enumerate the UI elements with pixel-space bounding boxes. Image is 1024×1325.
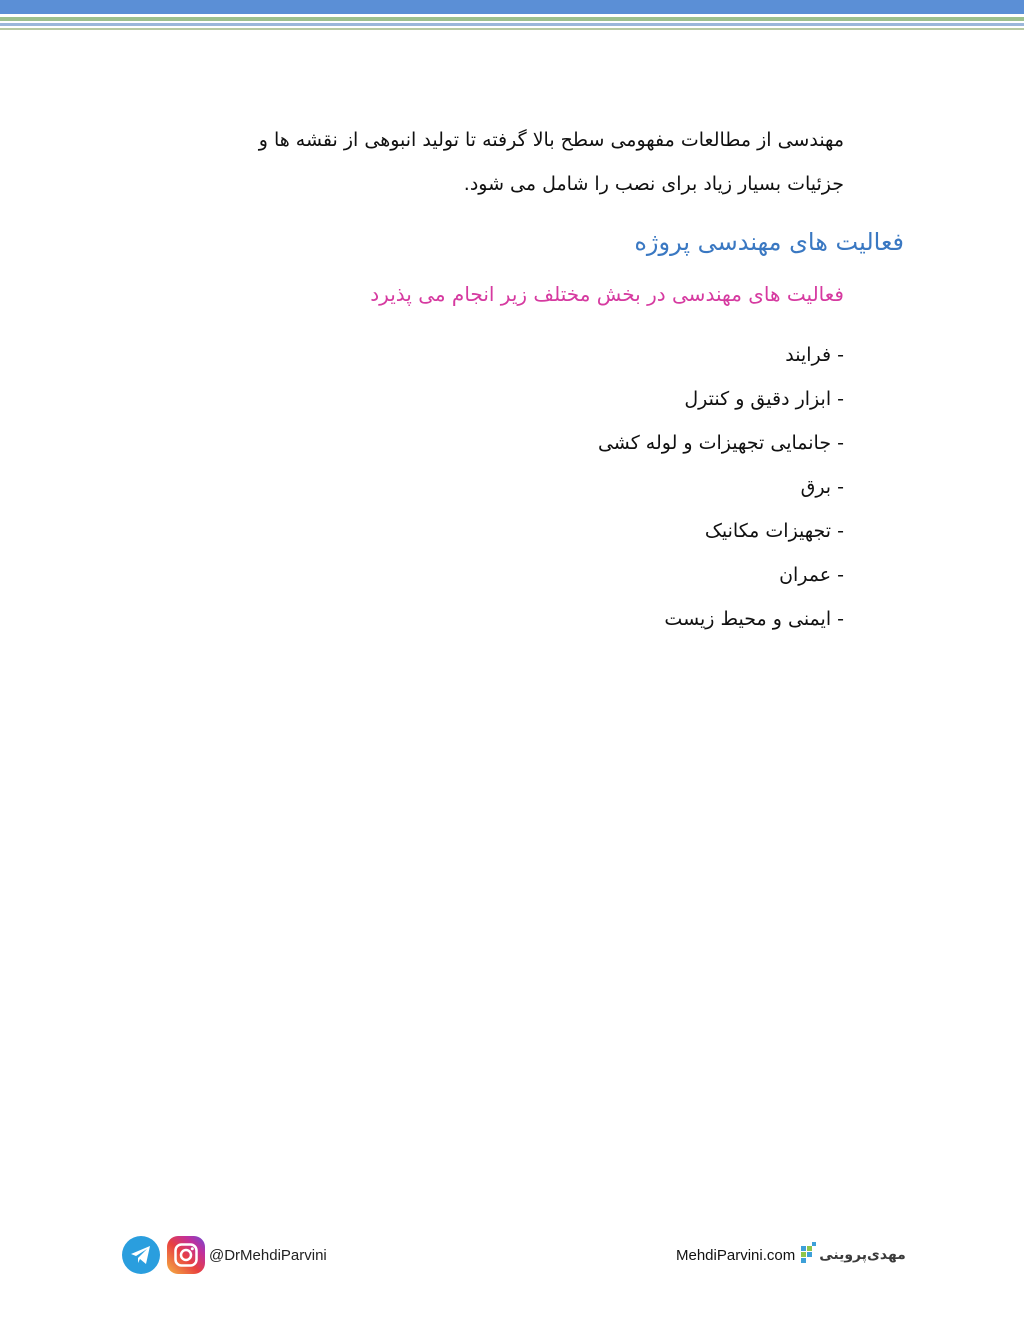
header-divider-green: [0, 17, 1024, 21]
section-subtitle: فعالیت های مهندسی در بخش مختلف زیر انجام می پذیرد: [370, 282, 844, 306]
website-footer: [676, 1236, 906, 1274]
instagram-icon[interactable]: [167, 1236, 205, 1274]
intro-paragraph: [110, 118, 844, 206]
section-title: فعالیت های مهندسی پروژه: [634, 228, 904, 256]
brand-logo: [801, 1242, 906, 1268]
header-divider-light: [0, 28, 1024, 30]
header-bar: [0, 0, 1024, 14]
list-item: - فرایند: [785, 344, 844, 366]
list-item: - تجهیزات مکانیک: [704, 520, 844, 542]
list-item: - جانمایی تجهیزات و لوله کشی: [597, 432, 844, 454]
list-item: - ایمنی و محیط زیست: [664, 608, 844, 630]
social-links: [122, 1234, 327, 1276]
logo-text: مهدی‌پروینی: [819, 1247, 906, 1263]
list-item: - برق: [800, 476, 844, 498]
paragraph-line: جزئیات بسیار زیاد برای نصب را شامل می شود.: [463, 173, 844, 195]
header-divider-blue: [0, 23, 1024, 26]
social-handle[interactable]: @DrMehdiParvini: [209, 1246, 327, 1264]
list-item: - ابزار دقیق و کنترل: [684, 388, 844, 410]
logo-mark-icon: [801, 1242, 817, 1268]
website-link[interactable]: MehdiParvini.com: [676, 1246, 796, 1264]
list-item: - عمران: [779, 564, 844, 586]
paragraph-line: مهندسی از مطالعات مفهومی سطح بالا گرفته تا تولید انبوهی از نقشه ها و: [258, 129, 844, 151]
engineering-disciplines-list: [244, 333, 844, 641]
telegram-icon[interactable]: [122, 1236, 160, 1274]
